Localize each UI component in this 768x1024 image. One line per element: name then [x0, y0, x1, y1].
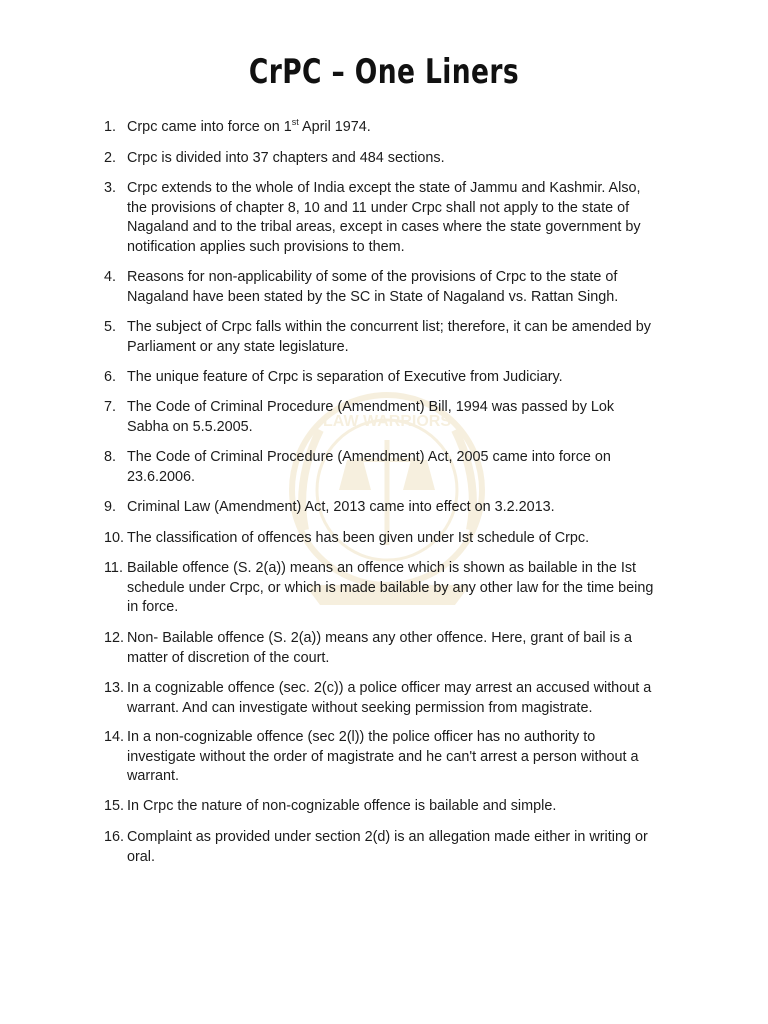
- page-title: CrPC – One Liners: [248, 52, 520, 92]
- item-number: 13.: [104, 680, 125, 696]
- item-number: 2.: [104, 150, 117, 166]
- watermark-text: LAW WARRIORS: [323, 413, 451, 430]
- item-number: 14.: [104, 729, 125, 745]
- item-number: 9.: [104, 499, 117, 515]
- item-text: Non- Bailable offence (S. 2(a)) means any other offence. Here, grant of bail is a matter of discretion of the court.: [127, 630, 633, 666]
- item-text: Reasons for non-applicability of some of the provisions of Crpc to the state of Nagaland have been stated by the SC in State of Nagaland vs. Rattan Singh.: [127, 269, 619, 305]
- item-text: In a non-cognizable offence (sec 2(l)) the police officer has no authority to investigate without the order of magistrate and he can't arrest a person without a warrant.: [127, 729, 639, 784]
- item-number: 7.: [104, 399, 117, 415]
- item-text: Criminal Law (Amendment) Act, 2013 came into effect on 3.2.2013.: [127, 499, 555, 515]
- item-text: Bailable offence (S. 2(a)) means an offence which is shown as bailable in the Ist schedule under Crpc, or which is made bailable by any other law for the time being in force.: [127, 560, 654, 615]
- item-text: Crpc extends to the whole of India except the state of Jammu and Kashmir. Also, the provisions of chapter 8, 10 and 11 under Crpc shall not apply to the state of Nagaland and to the tribal areas, except in cases where the state government by notification applies such provisions to them.: [127, 180, 641, 255]
- item-number: 6.: [104, 369, 117, 385]
- item-number: 3.: [104, 180, 117, 196]
- item-number: 4.: [104, 269, 117, 285]
- item-number: 12.: [104, 630, 125, 646]
- item-number: 5.: [104, 319, 117, 335]
- item-text: The subject of Crpc falls within the concurrent list; therefore, it can be amended by Parliament or any state legislature.: [127, 319, 651, 355]
- item-text: Crpc came into force on 1st April 1974.: [127, 117, 371, 135]
- item-text: In Crpc the nature of non-cognizable offence is bailable and simple.: [127, 798, 557, 814]
- item-text: The Code of Criminal Procedure (Amendment) Bill, 1994 was passed by Lok Sabha on 5.5.2005.: [127, 399, 615, 435]
- item-number: 8.: [104, 449, 117, 465]
- item-text: The Code of Criminal Procedure (Amendment) Act, 2005 came into force on 23.6.2006.: [127, 449, 611, 485]
- item-number: 10.: [104, 530, 125, 546]
- item-text: Complaint as provided under section 2(d) is an allegation made either in writing or oral.: [127, 829, 648, 865]
- item-text: Crpc is divided into 37 chapters and 484 sections.: [127, 150, 445, 166]
- item-number: 1.: [104, 119, 117, 135]
- item-number: 11.: [104, 560, 123, 576]
- item-text: In a cognizable offence (sec. 2(c)) a police officer may arrest an accused without a warrant. And can investigate without seeking permission from magistrate.: [127, 680, 652, 716]
- item-number: 16.: [104, 829, 125, 845]
- item-text: The unique feature of Crpc is separation of Executive from Judiciary.: [127, 369, 563, 385]
- item-text: The classification of offences has been given under Ist schedule of Crpc.: [127, 530, 590, 546]
- item-number: 15.: [104, 798, 125, 814]
